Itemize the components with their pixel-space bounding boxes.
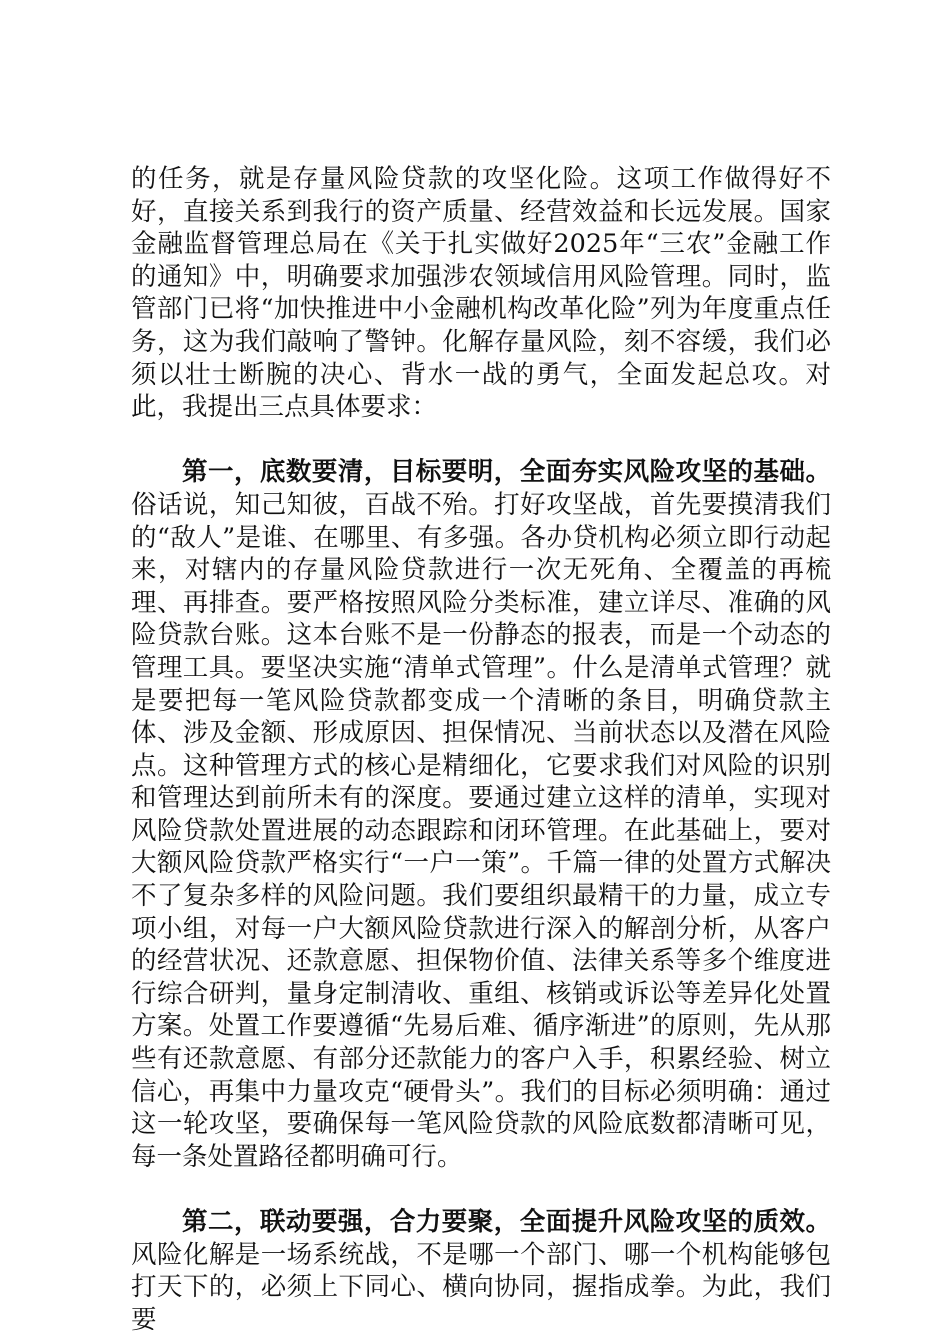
paragraph-requirement-2-heading: 第二，联动要强，合力要聚，全面提升风险攻坚的质效。 xyxy=(182,1207,831,1237)
paragraph-requirement-1-text: 俗话说，知己知彼，百战不殆。打好攻坚战，首先要摸清我们的“敌人”是谁、在哪里、有多强。各办贷机构必须立即行动起来，对辖内的存量风险贷款进行一次无死角、全覆盖的再梳理、再排查。要严格按照风险分类标准，建立详尽、准确的风险贷款台账。这本台账不是一份静态的报表，而是一个动态的管理工具。要坚决实施“清单式管理”。什么是清单式管理？就是要把每一笔风险贷款都变成一个清晰的条目，明确贷款主体、涉及金额、形成原因、担保情况、当前状态以及潜在风险点。这种管理方式的核心是精细化，它要求我们对风险的识别和管理达到前所未有的深度。要通过建立这样的清单，实现对风险贷款处置进展的动态跟踪和闭环管理。在此基础上，要对大额风险贷款严格实行“一户一策”。千篇一律的处置方式解决不了复杂多样的风险问题。我们要组织最精干的力量，成立专项小组，对每一户大额风险贷款进行深入的解剖分析，从客户的经营状况、还款意愿、担保物价值、法律关系等多个维度进行综合研判，量身定制清收、重组、核销或诉讼等差异化处置方案。处置工作要遵循“先易后难、循序渐进”的原则，先从那些有还款意愿、有部分还款能力的客户入手，积累经验、树立信心，再集中力量攻克“硬骨头”。我们的目标必须明确：通过这一轮攻坚，要确保每一笔风险贷款的风险底数都清晰可见，每一条处置路径都明确可行。 xyxy=(131,489,831,1172)
paragraph-intro xyxy=(131,163,831,424)
paragraph-requirement-1-heading: 第一，底数要清，目标要明，全面夯实风险攻坚的基础。 xyxy=(182,457,831,488)
paragraph-intro-text: 的任务，就是存量风险贷款的攻坚化险。这项工作做得好不好，直接关系到我行的资产质量、经营效益和长远发展。国家金融监督管理总局在《关于扎实做好2025年“三农”金融工作的通知》中，明确要求加强涉农领域信用风险管理。同时，监管部门已将“加快推进中小金融机构改革化险”列为年度重点任务，这为我们敲响了警钟。化解存量风险，刻不容缓，我们必须以壮士断腕的决心、背水一战的勇气，全面发起总攻。对此，我提出三点具体要求： xyxy=(131,164,831,423)
document-page xyxy=(131,163,831,1336)
paragraph-requirement-1 xyxy=(131,456,831,1173)
paragraph-requirement-2-text: 风险化解是一场系统战，不是哪一个部门、哪一个机构能够包打天下的，必须上下同心、横向协同，握指成拳。为此，我们要 xyxy=(131,1239,831,1335)
paragraph-requirement-2 xyxy=(131,1206,831,1336)
